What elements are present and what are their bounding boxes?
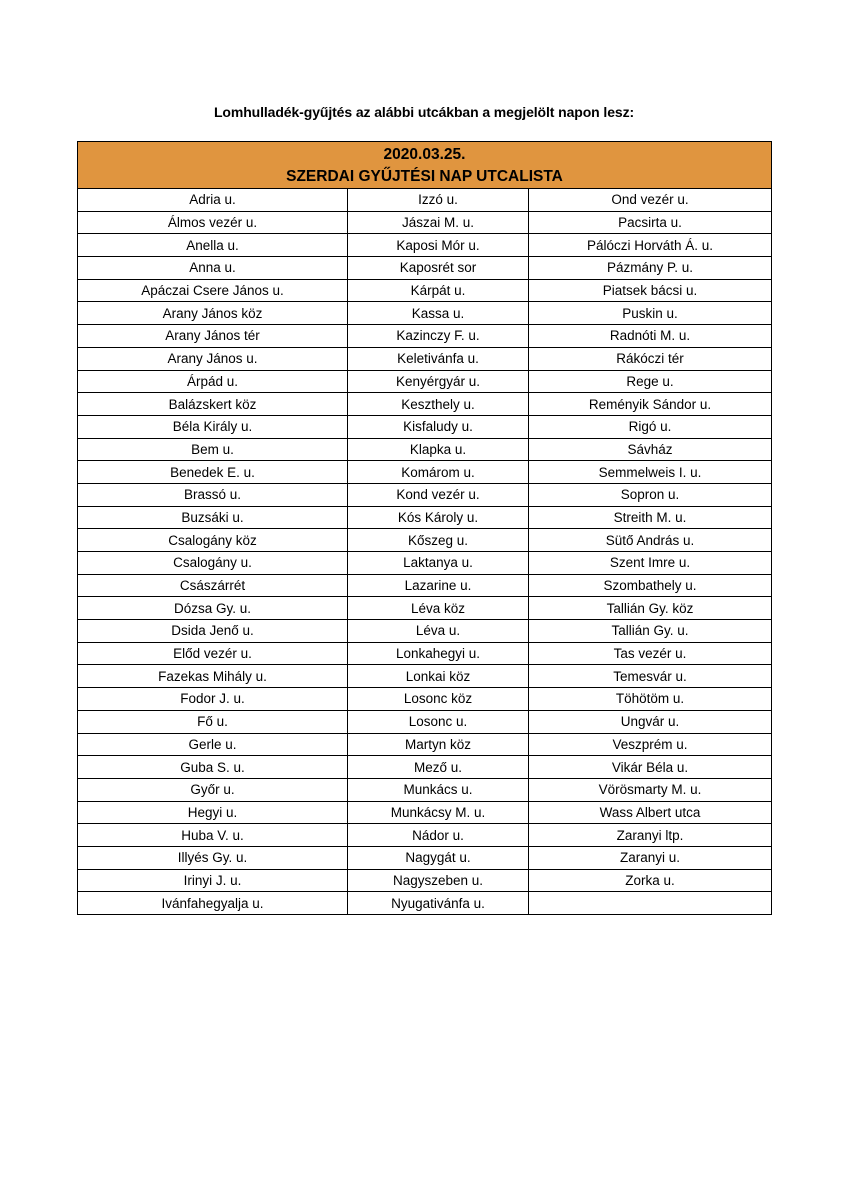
street-cell: Komárom u. [348, 461, 529, 484]
table-row [78, 483, 772, 506]
street-cell: Tallián Gy. u. [529, 620, 772, 643]
street-cell: Losonc u. [348, 710, 529, 733]
street-cell: Rákóczi tér [529, 347, 772, 370]
street-cell: Hegyi u. [78, 801, 348, 824]
street-cell: Előd vezér u. [78, 642, 348, 665]
table-title: SZERDAI GYŰJTÉSI NAP UTCALISTA [286, 168, 563, 185]
street-cell: Töhötöm u. [529, 688, 772, 711]
street-cell: Csalogány u. [78, 552, 348, 575]
street-cell: Szent Imre u. [529, 552, 772, 575]
table-row [78, 869, 772, 892]
street-cell: Arany János köz [78, 302, 348, 325]
street-cell: Wass Albert utca [529, 801, 772, 824]
street-cell: Sopron u. [529, 483, 772, 506]
table-row [78, 756, 772, 779]
street-cell: Álmos vezér u. [78, 211, 348, 234]
street-cell: Zaranyi ltp. [529, 824, 772, 847]
street-cell: Keszthely u. [348, 393, 529, 416]
street-cell: Semmelweis I. u. [529, 461, 772, 484]
street-cell: Huba V. u. [78, 824, 348, 847]
street-cell: Brassó u. [78, 483, 348, 506]
table-row [78, 597, 772, 620]
street-cell: Temesvár u. [529, 665, 772, 688]
street-cell: Kárpát u. [348, 279, 529, 302]
street-cell: Reményik Sándor u. [529, 393, 772, 416]
table-header-row [78, 142, 772, 189]
street-cell: Sütő András u. [529, 529, 772, 552]
street-cell: Zaranyi u. [529, 846, 772, 869]
street-cell: Lonkahegyi u. [348, 642, 529, 665]
street-cell: Munkács u. [348, 778, 529, 801]
document-intro: Lomhulladék-gyűjtés az alábbi utcákban a megjelölt napon lesz: [213, 104, 635, 120]
street-cell: Kazinczy F. u. [348, 325, 529, 348]
table-row [78, 574, 772, 597]
street-cell: Gerle u. [78, 733, 348, 756]
street-cell: Illyés Gy. u. [78, 846, 348, 869]
street-cell: Apáczai Csere János u. [78, 279, 348, 302]
street-cell: Irinyi J. u. [78, 869, 348, 892]
table-row [78, 506, 772, 529]
street-cell: Nagyszeben u. [348, 869, 529, 892]
street-cell: Dózsa Gy. u. [78, 597, 348, 620]
street-cell: Puskin u. [529, 302, 772, 325]
street-cell: Császárrét [78, 574, 348, 597]
street-cell: Szombathely u. [529, 574, 772, 597]
street-cell: Nagygát u. [348, 846, 529, 869]
street-cell: Nádor u. [348, 824, 529, 847]
street-cell: Izzó u. [348, 189, 529, 212]
street-cell: Kisfaludy u. [348, 415, 529, 438]
street-cell: Árpád u. [78, 370, 348, 393]
street-cell: Anella u. [78, 234, 348, 257]
street-cell: Ungvár u. [529, 710, 772, 733]
table-row [78, 824, 772, 847]
street-cell: Rege u. [529, 370, 772, 393]
street-list-table [77, 141, 772, 915]
table-row [78, 302, 772, 325]
street-rows [78, 189, 772, 915]
street-cell: Dsida Jenő u. [78, 620, 348, 643]
street-cell: Pázmány P. u. [529, 257, 772, 280]
street-cell: Vörösmarty M. u. [529, 778, 772, 801]
street-cell: Veszprém u. [529, 733, 772, 756]
street-cell: Kaposi Mór u. [348, 234, 529, 257]
table-row [78, 415, 772, 438]
street-cell: Kaposrét sor [348, 257, 529, 280]
street-cell: Kenyérgyár u. [348, 370, 529, 393]
table-row [78, 211, 772, 234]
table-row [78, 189, 772, 212]
street-cell: Munkácsy M. u. [348, 801, 529, 824]
table-row [78, 620, 772, 643]
street-cell [529, 892, 772, 915]
street-cell: Kassa u. [348, 302, 529, 325]
street-cell: Lazarine u. [348, 574, 529, 597]
table-row [78, 778, 772, 801]
table-row [78, 393, 772, 416]
street-cell: Losonc köz [348, 688, 529, 711]
street-cell: Keletivánfa u. [348, 347, 529, 370]
street-cell: Rigó u. [529, 415, 772, 438]
street-cell: Sávház [529, 438, 772, 461]
street-cell: Buzsáki u. [78, 506, 348, 529]
street-cell: Vikár Béla u. [529, 756, 772, 779]
street-cell: Benedek E. u. [78, 461, 348, 484]
street-cell: Klapka u. [348, 438, 529, 461]
street-cell: Radnóti M. u. [529, 325, 772, 348]
street-cell: Kond vezér u. [348, 483, 529, 506]
street-cell: Guba S. u. [78, 756, 348, 779]
table-row [78, 892, 772, 915]
table-row [78, 370, 772, 393]
street-cell: Anna u. [78, 257, 348, 280]
table-row [78, 347, 772, 370]
street-cell: Lonkai köz [348, 665, 529, 688]
street-cell: Győr u. [78, 778, 348, 801]
street-cell: Pacsirta u. [529, 211, 772, 234]
table-row [78, 846, 772, 869]
street-cell: Fazekas Mihály u. [78, 665, 348, 688]
table-row [78, 733, 772, 756]
street-cell: Jászai M. u. [348, 211, 529, 234]
street-cell: Kós Károly u. [348, 506, 529, 529]
table-row [78, 642, 772, 665]
street-cell: Streith M. u. [529, 506, 772, 529]
street-cell: Ivánfahegyalja u. [78, 892, 348, 915]
street-cell: Tas vezér u. [529, 642, 772, 665]
street-cell: Adria u. [78, 189, 348, 212]
street-cell: Csalogány köz [78, 529, 348, 552]
table-row [78, 665, 772, 688]
table-row [78, 234, 772, 257]
table-header [78, 142, 772, 189]
street-cell: Mező u. [348, 756, 529, 779]
table-row [78, 710, 772, 733]
table-row [78, 688, 772, 711]
street-cell: Fodor J. u. [78, 688, 348, 711]
table-row [78, 279, 772, 302]
table-row [78, 801, 772, 824]
table-row [78, 325, 772, 348]
street-cell: Balázskert köz [78, 393, 348, 416]
street-cell: Nyugativánfa u. [348, 892, 529, 915]
table-row [78, 529, 772, 552]
street-cell: Martyn köz [348, 733, 529, 756]
street-cell: Arany János tér [78, 325, 348, 348]
table-row [78, 552, 772, 575]
street-cell: Pálóczi Horváth Á. u. [529, 234, 772, 257]
street-cell: Ond vezér u. [529, 189, 772, 212]
street-cell: Léva u. [348, 620, 529, 643]
street-cell: Piatsek bácsi u. [529, 279, 772, 302]
street-cell: Laktanya u. [348, 552, 529, 575]
street-cell: Tallián Gy. köz [529, 597, 772, 620]
street-cell: Léva köz [348, 597, 529, 620]
street-cell: Béla Király u. [78, 415, 348, 438]
table-row [78, 438, 772, 461]
table-row [78, 461, 772, 484]
street-cell: Fő u. [78, 710, 348, 733]
street-cell: Bem u. [78, 438, 348, 461]
street-cell: Kőszeg u. [348, 529, 529, 552]
collection-date: 2020.03.25. [383, 146, 466, 163]
table-row [78, 257, 772, 280]
street-cell: Zorka u. [529, 869, 772, 892]
street-cell: Arany János u. [78, 347, 348, 370]
